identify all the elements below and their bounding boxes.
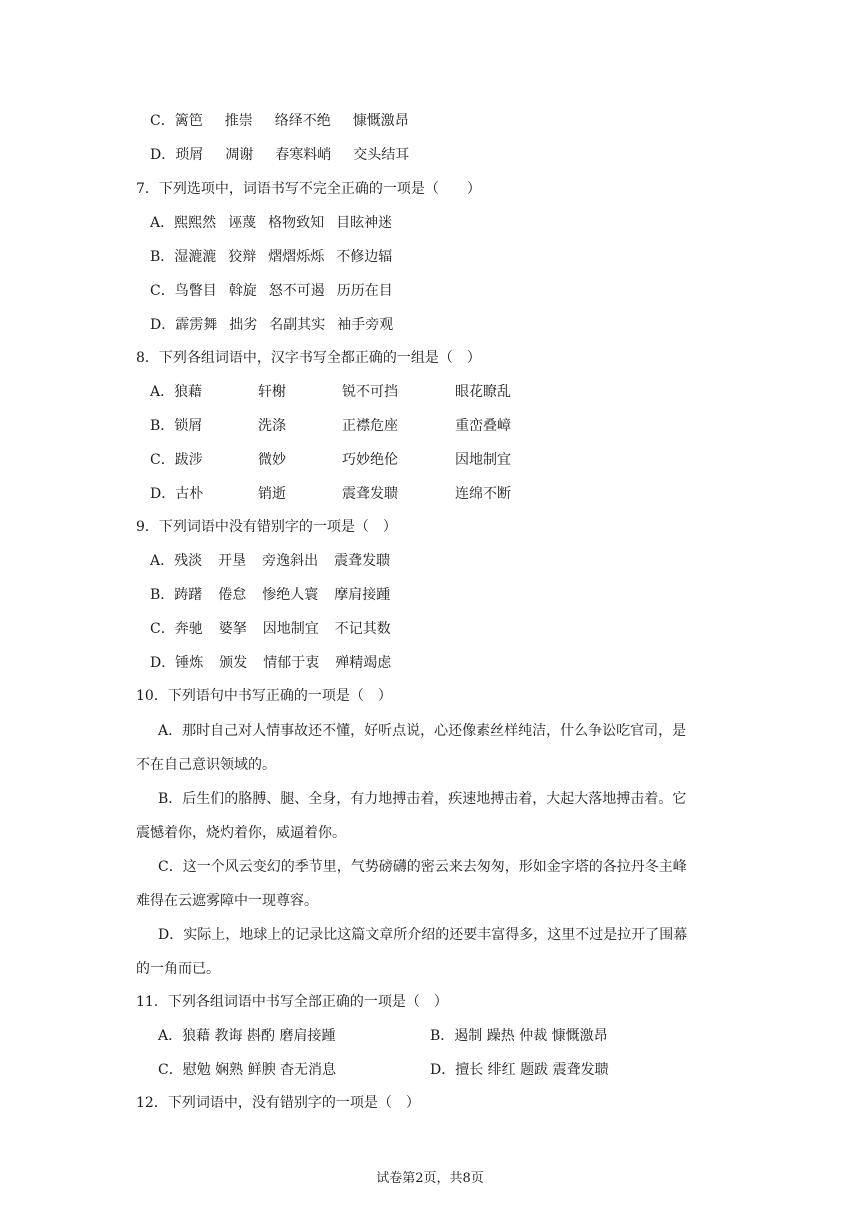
option-line	[150, 654, 391, 672]
word: 轩榭	[258, 384, 286, 400]
option-line	[0, 1061, 860, 1079]
option-label: D．	[150, 655, 176, 671]
option-line	[0, 417, 860, 435]
word: 络绎不绝	[274, 113, 331, 129]
word: 情郁于衷	[263, 655, 320, 671]
option-line	[150, 112, 409, 130]
question-11-stem: 11．下列各组词语中书写全部正确的一项是（ ）	[136, 994, 448, 1010]
word: 琐屑	[175, 147, 204, 163]
option-text: A．那时自己对人情事故还不懂，好听点说，心还像素丝样纯洁，什么争讼吃官司，是	[158, 723, 687, 739]
option-line	[150, 316, 393, 334]
word: 残淡	[174, 553, 203, 569]
word: 奔驰	[174, 621, 203, 637]
word: 巧妙绝伦	[342, 452, 398, 468]
word: 历历在目	[336, 283, 393, 299]
option-text: B．遏制 躁热 仲裁 慷慨激昂	[430, 1028, 608, 1044]
word: 推崇	[224, 113, 253, 129]
word: 震聋发聩	[334, 553, 391, 569]
word: 狡辩	[228, 249, 257, 265]
word: 鸟瞥目	[174, 283, 217, 299]
word: 微妙	[258, 452, 286, 468]
word: 因地制宜	[262, 621, 319, 637]
option-label: C．	[150, 283, 175, 299]
word: 交头结耳	[353, 147, 410, 163]
word: 古朴	[175, 486, 204, 502]
word: 连绵不断	[455, 486, 511, 502]
word: 怒不可遏	[268, 283, 325, 299]
option-label: A．	[150, 553, 175, 569]
word: 目眩神迷	[336, 215, 393, 231]
option-text-continued: 的一角而已。	[136, 961, 220, 977]
word: 重峦叠嶂	[455, 418, 511, 434]
option-line	[150, 282, 393, 300]
word: 狼藉	[174, 384, 203, 400]
option-line	[150, 146, 409, 164]
option-label: C．	[150, 452, 175, 468]
option-line	[0, 451, 860, 469]
word: 熠熠烁烁	[268, 249, 325, 265]
word: 跋涉	[174, 452, 203, 468]
option-label: B．	[150, 587, 175, 603]
option-text: D．擅长 绯红 题跋 震聋发聩	[430, 1062, 609, 1078]
word: 销逝	[258, 486, 286, 502]
word: 摩肩接踵	[334, 587, 391, 603]
option-text: C．慰勉 娴熟 鲜腴 杳无消息	[158, 1062, 337, 1078]
option-text-continued: 震憾着你，烧灼着你，威逼着你。	[136, 825, 346, 841]
word: 凋谢	[225, 147, 254, 163]
option-label: B．	[150, 418, 175, 434]
word: 踌躇	[174, 587, 203, 603]
question-8-stem: 8．下列各组词语中，汉字书写全都正确的一组是（ ）	[136, 350, 481, 366]
option-text: C．这一个风云变幻的季节里，气势磅礴的密云来去匆匆，形如金字塔的各拉丹冬主峰	[158, 859, 687, 875]
word: 春寒料峭	[275, 147, 332, 163]
option-line	[150, 552, 390, 570]
word: 惨绝人寰	[262, 587, 319, 603]
word: 名副其实	[269, 317, 326, 333]
word: 倦怠	[218, 587, 247, 603]
option-label: C．	[150, 113, 175, 129]
option-text: D．实际上，地球上的记录比这篇文章所介绍的还要丰富得多，这里不过是拉开了围幕	[158, 927, 688, 943]
word: 殚精竭虑	[335, 655, 392, 671]
page-footer: 试卷第2页，共8页	[376, 1171, 484, 1186]
option-label: D．	[150, 317, 176, 333]
word: 慷慨激昂	[352, 113, 409, 129]
option-line	[0, 1027, 860, 1045]
option-label: C．	[150, 621, 175, 637]
option-text-continued: 难得在云遮雾障中一现尊容。	[136, 893, 318, 909]
word: 眼花瞭乱	[455, 384, 511, 400]
question-7-stem: 7．下列选项中，词语书写不完全正确的一项是（ ）	[136, 181, 481, 197]
word: 震聋发聩	[342, 486, 398, 502]
word: 正襟危座	[342, 418, 398, 434]
word: 锁屑	[174, 418, 203, 434]
word: 锤炼	[175, 655, 204, 671]
word: 斡旋	[228, 283, 257, 299]
option-line	[150, 214, 392, 232]
option-label: A．	[150, 384, 175, 400]
word: 诬蔑	[228, 215, 257, 231]
question-12-stem: 12．下列词语中，没有错别字的一项是（ ）	[136, 1095, 420, 1111]
option-label: D．	[150, 486, 176, 502]
word: 锐不可挡	[342, 384, 398, 400]
word: 不记其数	[334, 621, 391, 637]
word: 湿漉漉	[174, 249, 217, 265]
option-line	[150, 586, 390, 604]
word: 拙劣	[229, 317, 258, 333]
option-text: A．狼藉 教诲 斟酌 磨肩接踵	[158, 1028, 336, 1044]
option-line	[0, 383, 860, 401]
word: 篱笆	[174, 113, 203, 129]
word: 洗涤	[258, 418, 286, 434]
word: 不修边辐	[336, 249, 393, 265]
word: 旁逸斜出	[262, 553, 319, 569]
word: 因地制宜	[455, 452, 511, 468]
option-line	[0, 485, 860, 503]
question-9-stem: 9．下列词语中没有错别字的一项是（ ）	[136, 519, 397, 535]
option-text: B．后生们的胳膊、腿、全身，有力地搏击着，疾速地搏击着，大起大落地搏击着。它	[158, 791, 687, 807]
word: 婆拏	[218, 621, 247, 637]
option-text-continued: 不在自己意识领域的。	[136, 757, 276, 773]
word: 霹雳舞	[175, 317, 218, 333]
option-line	[150, 620, 391, 638]
word: 颁发	[219, 655, 248, 671]
option-line	[150, 248, 392, 266]
word: 格物致知	[268, 215, 325, 231]
word: 袖手旁观	[337, 317, 394, 333]
word: 开垦	[218, 553, 247, 569]
option-label: B．	[150, 249, 175, 265]
word: 熙熙然	[174, 215, 217, 231]
question-10-stem: 10．下列语句中书写正确的一项是（ ）	[136, 688, 392, 704]
option-label: A．	[150, 215, 175, 231]
option-label: D．	[150, 147, 176, 163]
